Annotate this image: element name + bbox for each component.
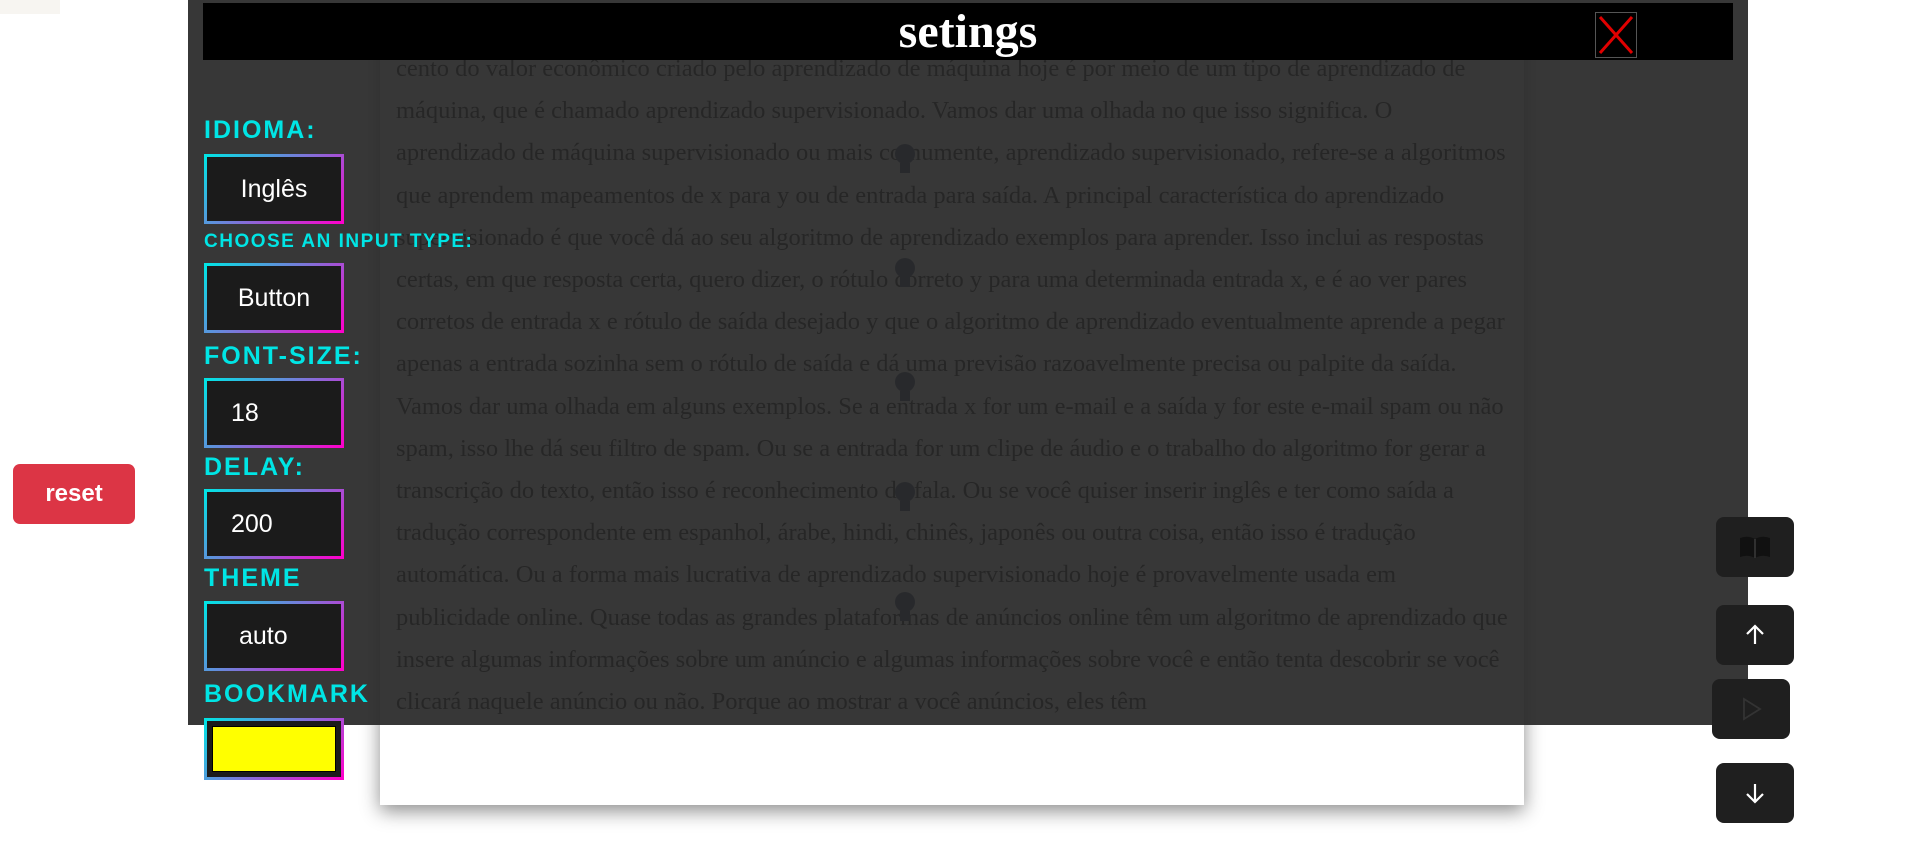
arrow-up-icon — [1742, 622, 1768, 648]
close-icon — [1596, 13, 1636, 57]
scroll-down-button[interactable] — [1716, 763, 1794, 823]
close-button[interactable] — [1595, 12, 1637, 58]
bookmark-label: BOOKMARK — [204, 680, 370, 708]
delay-label: DELAY: — [204, 453, 305, 481]
top-left-tab — [0, 0, 60, 14]
bookmarks-button[interactable] — [1716, 517, 1794, 577]
input-type-select[interactable]: Button — [204, 263, 344, 333]
arrow-down-icon — [1742, 780, 1768, 806]
book-icon — [1738, 534, 1772, 560]
settings-panel — [188, 0, 1748, 725]
input-type-label: CHOOSE AN INPUT TYPE: — [204, 231, 474, 252]
settings-title-bar — [203, 3, 1733, 60]
font-size-label: FONT-SIZE: — [204, 342, 363, 370]
play-icon — [1738, 696, 1764, 722]
theme-select[interactable]: auto — [204, 601, 344, 671]
font-size-input[interactable]: 18 — [204, 378, 344, 448]
language-label: IDIOMA: — [204, 116, 317, 144]
settings-title: setings — [898, 5, 1038, 58]
theme-label: THEME — [204, 564, 302, 592]
delay-input[interactable]: 200 — [204, 489, 344, 559]
language-select[interactable]: Inglês — [204, 154, 344, 224]
play-button[interactable] — [1712, 679, 1790, 739]
bookmark-color-picker[interactable] — [204, 718, 344, 780]
reset-button[interactable]: reset — [13, 464, 135, 524]
scroll-up-button[interactable] — [1716, 605, 1794, 665]
bookmark-color-swatch — [212, 726, 336, 772]
